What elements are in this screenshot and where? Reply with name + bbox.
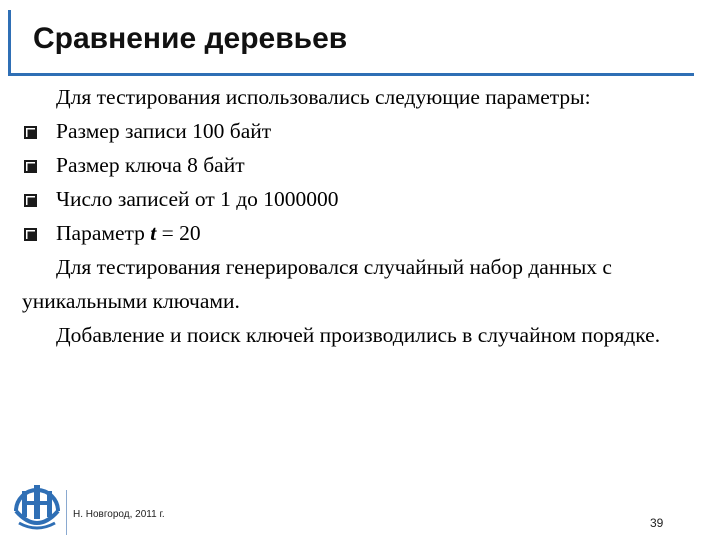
checkbox-bullet-icon xyxy=(24,194,37,207)
param-t-variable: t xyxy=(150,221,157,245)
checkbox-bullet-icon xyxy=(24,126,37,139)
checkbox-bullet-icon xyxy=(24,228,37,241)
footer-divider xyxy=(66,490,67,535)
list-item-text: Размер записи 100 байт xyxy=(56,119,272,143)
slide-title: Сравнение деревьев xyxy=(33,22,348,55)
title-bar xyxy=(8,10,694,76)
list-item-text: Размер ключа 8 байт xyxy=(56,153,245,177)
param-t-label: Параметр xyxy=(56,221,151,245)
list-item xyxy=(22,216,702,250)
order-paragraph: Добавление и поиск ключей производились в случайном порядке. xyxy=(56,323,661,347)
param-t-value: = 20 xyxy=(156,221,201,245)
list-item xyxy=(22,114,702,148)
list-item xyxy=(22,148,702,182)
university-logo-icon xyxy=(7,477,67,537)
list-item-text: Число записей от 1 до 1000000 xyxy=(56,187,339,211)
checkbox-bullet-icon xyxy=(24,160,37,173)
slide-body xyxy=(22,80,702,352)
random-data-paragraph: Для тестирования генерировался случайный набор данных с уникальными ключами. xyxy=(22,255,612,313)
list-item xyxy=(22,182,702,216)
page-number: 39 xyxy=(650,516,664,530)
footer-city: Н. Новгород, 2011 г. xyxy=(73,509,165,520)
intro-paragraph: Для тестирования использовались следующие параметры: xyxy=(56,85,591,109)
parameter-list xyxy=(22,114,702,250)
